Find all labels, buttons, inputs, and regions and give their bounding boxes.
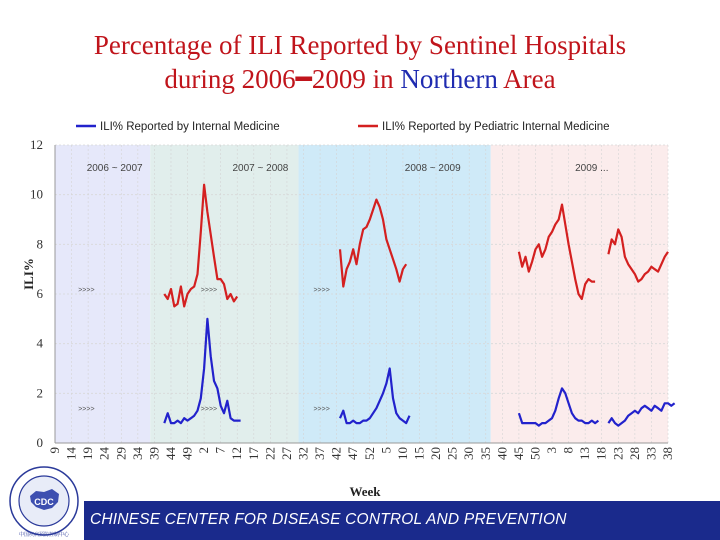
x-tick-label: 34	[129, 447, 145, 460]
x-tick-label: 27	[278, 447, 294, 460]
x-tick-label: 39	[146, 447, 162, 460]
footer-text: CHINESE CENTER FOR DISEASE CONTROL AND PREVENTION	[90, 511, 567, 528]
x-tick-label: 25	[444, 447, 460, 460]
footer-banner	[84, 501, 720, 540]
y-axis-title: ILI%	[21, 258, 36, 290]
x-tick-label: 37	[312, 447, 328, 460]
x-tick-label: 3	[544, 447, 560, 454]
x-tick-label: 45	[510, 447, 526, 460]
period-label: 2006 ~ 2007	[86, 163, 143, 174]
logo-cdc-text: CDC	[34, 497, 54, 507]
y-tick-label: 4	[36, 335, 43, 351]
arrow-marker: >>>>	[200, 287, 218, 295]
x-tick-label: 8	[560, 447, 576, 454]
x-tick-label: 40	[494, 447, 510, 461]
title-line-2-dash: ━	[295, 64, 312, 94]
ili-line-chart	[0, 110, 720, 500]
x-tick-label: 47	[345, 447, 361, 460]
legend-label: ILI% Reported by Internal Medicine	[100, 121, 280, 133]
title-line-2-mid: 2009 in	[311, 64, 401, 94]
x-tick-label: 52	[361, 447, 377, 460]
x-tick-label: 20	[428, 447, 444, 460]
y-tick-label: 6	[36, 286, 43, 301]
arrow-marker: >>>>	[313, 287, 330, 295]
x-tick-label: 50	[527, 447, 543, 460]
x-tick-label: 35	[477, 447, 493, 460]
logo-ring-text: 中国疾病预防控制中心	[18, 532, 70, 538]
cdc-logo	[2, 458, 86, 540]
x-tick-label: 19	[80, 447, 96, 460]
x-tick-label: 23	[610, 447, 626, 460]
title-line-2	[0, 62, 720, 96]
y-tick-label: 2	[36, 385, 43, 401]
x-tick-label: 28	[626, 447, 642, 460]
x-tick-label: 18	[593, 447, 609, 460]
x-tick-label: 17	[245, 447, 261, 460]
period-label: 2009 ...	[575, 163, 609, 174]
chart-title	[0, 28, 720, 96]
x-tick-label: 29	[113, 447, 129, 460]
x-tick-label: 33	[643, 447, 659, 460]
legend-label: ILI% Reported by Pediatric Internal Medicine	[382, 121, 610, 133]
x-tick-label: 7	[212, 447, 228, 454]
x-tick-label: 32	[295, 447, 311, 460]
arrow-marker: >>>>	[200, 406, 218, 414]
title-line-1: Percentage of ILI Reported by Sentinel Hospitals	[93, 30, 627, 60]
x-tick-label: 42	[328, 447, 344, 460]
arrow-marker: >>>>	[78, 287, 95, 295]
y-tick-label: 0	[36, 435, 43, 450]
x-tick-label: 38	[660, 447, 675, 460]
period-label: 2008 ~ 2009	[404, 163, 461, 174]
period-label: 2007 ~ 2008	[232, 163, 289, 174]
y-tick-label: 8	[36, 236, 43, 252]
x-tick-label: 10	[394, 447, 410, 460]
title-line-2-suffix: Area	[497, 64, 556, 94]
x-tick-label: 13	[577, 447, 593, 460]
x-tick-label: 44	[162, 447, 178, 460]
x-tick-label: 5	[378, 447, 394, 454]
arrow-marker: >>>>	[313, 406, 330, 414]
x-tick-label: 9	[47, 447, 62, 454]
title-line-2-prefix: during 2006	[164, 64, 296, 94]
x-tick-label: 49	[179, 447, 195, 460]
x-tick-label: 22	[262, 447, 278, 460]
x-tick-label: 12	[229, 447, 245, 460]
x-tick-label: 14	[63, 447, 79, 460]
x-axis-title: Week	[349, 484, 381, 499]
title-line-2-region: Northern	[400, 64, 498, 94]
x-tick-label: 24	[96, 447, 112, 460]
arrow-marker: >>>>	[78, 406, 95, 414]
x-tick-label: 30	[461, 447, 477, 460]
y-tick-label: 10	[30, 186, 43, 202]
y-tick-label: 12	[30, 137, 43, 152]
x-tick-label: 15	[411, 447, 427, 460]
x-tick-label: 2	[196, 447, 212, 454]
